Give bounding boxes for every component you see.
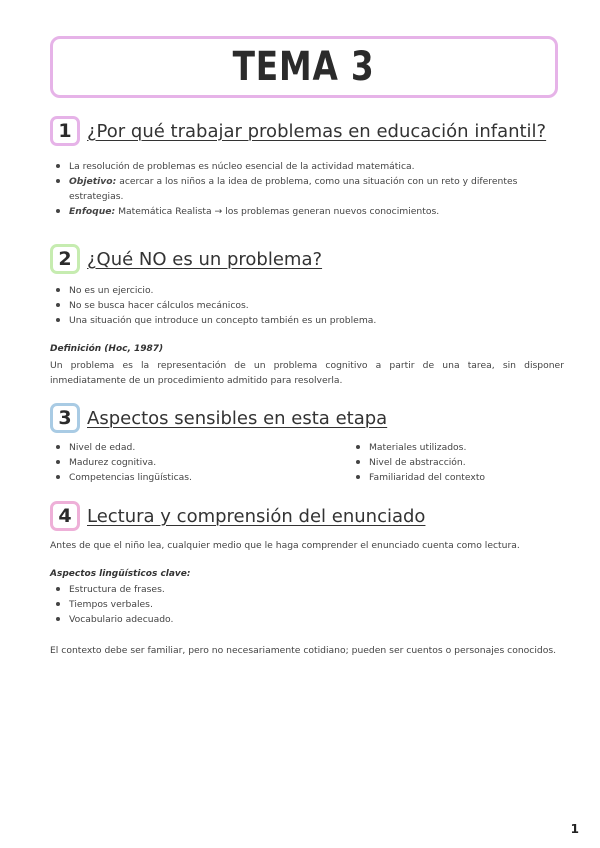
section-2-list xyxy=(50,283,564,328)
list-item: Objetivo: acercar a los niños a la idea de problema, como una situación con un reto y diferentes estrategias. xyxy=(50,174,564,204)
list-item: No es un ejercicio. xyxy=(50,283,564,298)
title-box xyxy=(50,36,558,98)
list-item: Nivel de abstracción. xyxy=(350,455,564,470)
list-item: Competencias lingüísticas. xyxy=(50,470,340,485)
list-item: Nivel de edad. xyxy=(50,440,340,455)
section-2-heading xyxy=(50,244,322,274)
section-2-title: ¿Qué NO es un problema? xyxy=(87,248,323,270)
section-1-heading xyxy=(50,116,546,146)
section-1-title: ¿Por qué trabajar problemas en educación infantil? xyxy=(87,120,547,142)
section-3-title: Aspectos sensibles en esta etapa xyxy=(87,407,388,429)
list-item: Enfoque: Matemática Realista → los problemas generan nuevos conocimientos. xyxy=(50,204,564,219)
section-4-closing: El contexto debe ser familiar, pero no necesariamente cotidiano; pueden ser cuentos o personajes conocidos. xyxy=(50,645,557,656)
section-3-heading xyxy=(50,403,387,433)
list-item: La resolución de problemas es núcleo esencial de la actividad matemática. xyxy=(50,159,564,174)
section-4-intro: Antes de que el niño lea, cualquier medio que le haga comprender el enunciado cuenta como lectura. xyxy=(50,540,520,551)
section-4-heading xyxy=(50,501,425,531)
section-4-list xyxy=(50,582,564,627)
section-3-right-list xyxy=(350,440,564,485)
list-item: Estructura de frases. xyxy=(50,582,564,597)
list-item: Vocabulario adecuado. xyxy=(50,612,564,627)
list-item: Materiales utilizados. xyxy=(350,440,564,455)
section-number-2: 2 xyxy=(50,244,80,274)
section-1-list xyxy=(50,159,564,219)
section-number-4: 4 xyxy=(50,501,80,531)
section-number-3: 3 xyxy=(50,403,80,433)
list-item: No se busca hacer cálculos mecánicos. xyxy=(50,298,564,313)
page-number: 1 xyxy=(570,822,579,836)
definition-heading: Definición (Hoc, 1987) xyxy=(50,344,164,354)
section-number-1: 1 xyxy=(50,116,80,146)
list-item: Madurez cognitiva. xyxy=(50,455,340,470)
page-title: TEMA 3 xyxy=(233,44,375,90)
list-item: Tiempos verbales. xyxy=(50,597,564,612)
linguistic-aspects-heading: Aspectos lingüísticos clave: xyxy=(50,569,191,579)
section-3-left-list xyxy=(50,440,340,485)
definition-text: Un problema es la representación de un problema cognitivo a partir de una tarea, sin disponer inmediatamente de un procedimiento admitido para resolverla. xyxy=(50,360,564,386)
section-4-title: Lectura y comprensión del enunciado xyxy=(87,505,426,527)
list-item: Familiaridad del contexto xyxy=(350,470,564,485)
list-item: Una situación que introduce un concepto también es un problema. xyxy=(50,313,564,328)
